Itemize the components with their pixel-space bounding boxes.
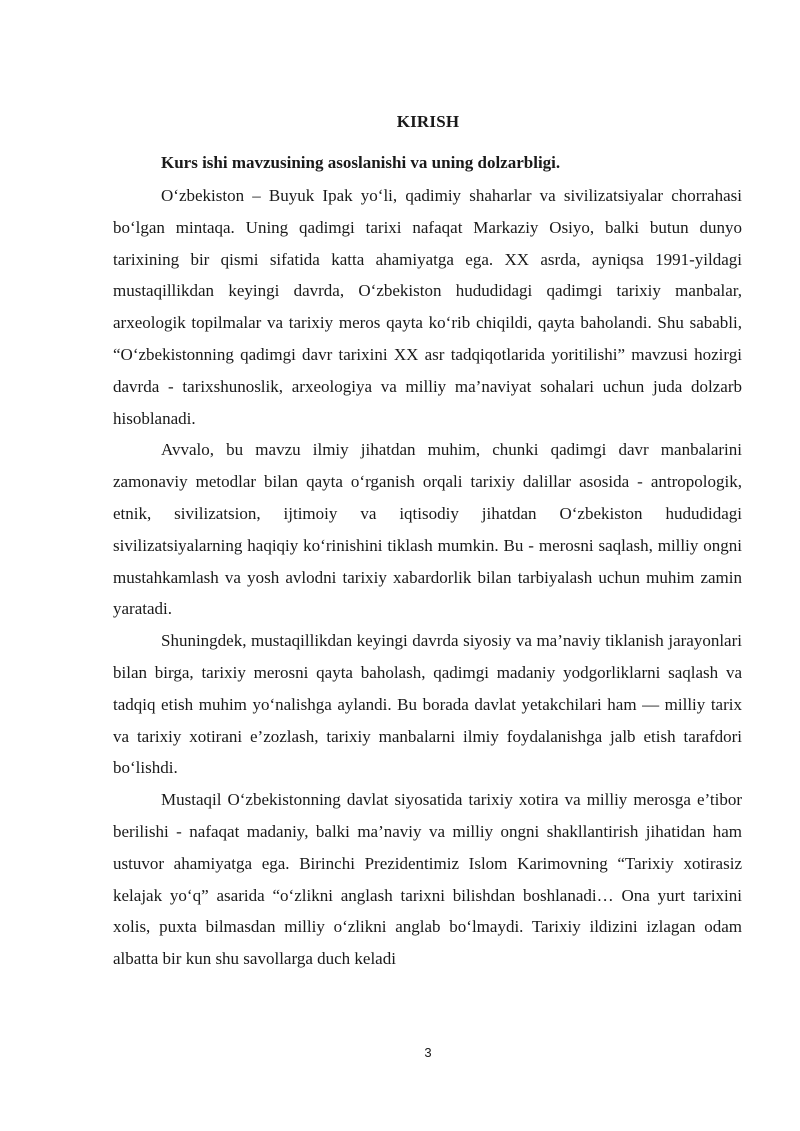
section-subtitle: Kurs ishi mavzusining asoslanishi va uning dolzarbligi. — [161, 153, 561, 172]
page-title: KIRISH — [396, 112, 460, 131]
paragraph: O‘zbekiston – Buyuk Ipak yo‘li, qadimiy shaharlar va sivilizatsiyalar chorrahasi bo‘lgan mintaqa. Uning qadimgi tarixi nafaqat Markaziy Osiyo, balki butun dunyo tarixining bir qismi sifatida katta ahamiyatga ega. XX asrda, ayniqsa 1991-yildagi mustaqillikdan keyingi davrda, O‘zbekiston hududidagi qadimgi tarixiy manbalar, arxeologik topilmalar va tarixiy meros qayta ko‘rib chiqildi, qayta baholandi. Shu sababli, “O‘zbekistonning qadimgi davr tarixini XX asr tadqiqotlarida yoritilishi” mavzusi hozirgi davrda - tarixshunoslik, arxeologiya va milliy ma’naviyat sohalari uchun juda dolzarb hisoblanadi. — [113, 186, 742, 428]
body-text — [113, 180, 742, 975]
paragraph: Avvalo, bu mavzu ilmiy jihatdan muhim, chunki qadimgi davr manbalarini zamonaviy metodlar bilan qayta o‘rganish orqali tarixiy dalillar asosida - antropologik, etnik, sivilizatsion, ijtimoiy va iqtisodiy jihatdan O‘zbekiston hududidagi sivilizatsiyalarning haqiqiy ko‘rinishini tiklash mumkin. Bu - merosni saqlash, milliy ongni mustahkamlash va yosh avlodni tarixiy xabardorlik bilan tarbiyalash uchun muhim zamin yaratadi. — [113, 440, 742, 619]
page-number: 3 — [424, 1045, 432, 1060]
paragraph: Mustaqil O‘zbekistonning davlat siyosatida tarixiy xotira va milliy merosga e’tibor berilishi - nafaqat madaniy, balki ma’naviy va milliy ongni shakllantirish jihatidan ham ustuvor ahamiyatga ega. Birinchi Prezidentimiz Islom Karimovning “Tarixiy xotirasiz kelajak yo‘q” asarida “o‘zlikni anglash tarixni bilishdan boshlanadi… Ona yurt tarixini xolis, puxta bilmasdan milliy o‘zlikni anglab bo‘lmaydi. Tarixiy ildizini izlagan odam albatta bir kun shu savollarga duch keladi — [113, 790, 742, 969]
paragraph: Shuningdek, mustaqillikdan keyingi davrda siyosiy va ma’naviy tiklanish jarayonlari bilan birga, tarixiy merosni qayta baholash, qadimgi madaniy yodgorliklarni saqlash va tadqiq etish muhim yo‘nalishga aylandi. Bu borada davlat yetakchilari ham — milliy tarix va tarixiy xotirani e’zozlash, tarixiy manbalarni ilmiy foydalanishga jalb etish tarafdori bo‘lishdi. — [113, 631, 742, 778]
